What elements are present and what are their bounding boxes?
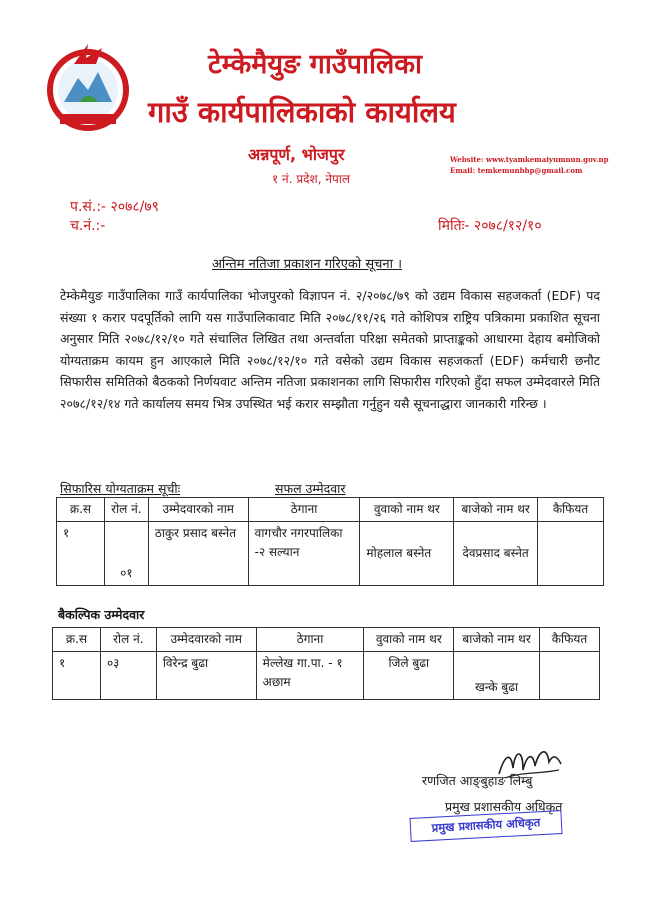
letter-date: मितिः- २०७८/१२/१० — [438, 218, 542, 234]
province-line: १ नं. प्रदेश, नेपाल — [272, 172, 351, 186]
header-cell: वुवाको नाम थर — [364, 628, 454, 652]
table-row — [57, 522, 604, 586]
header-cell: उम्मेदवारको नाम — [148, 498, 248, 522]
table-header-row — [53, 628, 600, 652]
header-cell: ठेगाना — [248, 498, 360, 522]
table-cell: वागचौर नगरपालिका -२ सल्यान — [248, 522, 360, 586]
table-header-row — [57, 498, 604, 522]
signatory-post: प्रमुख प्रशासकीय अधिकृत — [445, 799, 563, 814]
table-cell — [540, 652, 600, 700]
header-cell: उम्मेदवारको नाम — [156, 628, 256, 652]
table-cell: ०१ — [104, 522, 148, 586]
contact-block — [450, 154, 609, 176]
table-cell: १ — [53, 652, 101, 700]
table-cell: खन्के बुढा — [454, 652, 540, 700]
alternate-candidate-label: बैकल्पिक उम्मेदवार — [58, 607, 145, 622]
header-cell: रोल नं. — [100, 628, 156, 652]
recommendation-list-label: सिफारिस योग्यताक्रम सूचीः — [60, 481, 181, 496]
dispatch-number: च.नं.:- — [70, 218, 106, 234]
office-name: गाउँ कार्यपालिकाको कार्यालय — [148, 95, 456, 129]
header-cell: क्र.स — [57, 498, 105, 522]
successful-candidate-table — [56, 497, 604, 586]
header-cell: बाजेको नाम थर — [454, 628, 540, 652]
alternate-candidate-table — [52, 627, 600, 700]
header-cell: ठेगाना — [256, 628, 364, 652]
header-cell: कैफियत — [540, 628, 600, 652]
header-cell: क्र.स — [53, 628, 101, 652]
header-cell: कैफियत — [538, 498, 604, 522]
table-cell: विरेन्द्र बुढा — [156, 652, 256, 700]
header-cell: रोल नं. — [104, 498, 148, 522]
office-location: अन्नपूर्ण, भोजपुर — [248, 145, 345, 164]
header-cell: वुवाको नाम थर — [360, 498, 454, 522]
header-cell: बाजेको नाम थर — [454, 498, 538, 522]
table-cell — [538, 522, 604, 586]
nepal-emblem-icon — [40, 40, 136, 136]
table-cell: ०३ — [100, 652, 156, 700]
municipality-name: टेम्केमैयुङ गाउँपालिका — [208, 49, 423, 80]
signatory-name: रणजित आङ्बुहाङ लिम्बु — [422, 773, 533, 788]
reference-number: प.सं.:- २०७८/७९ — [70, 199, 159, 215]
email-text: Email: temkemunbhp@gmail.com — [450, 166, 583, 175]
notice-body: टेम्केमैयुङ गाउँपालिका गाउँ कार्यपालिका भोजपुरको विज्ञापन नं. २/२०७८/७९ को उद्यम विकास सहजकर्ता (EDF) पद संख्या १ करार पदपूर्तिको लागि यस गाउँपालिकावाट मिति २०७८/११/२६ गते कोशिपत्र राष्ट्रिय पत्रिकामा प्रकाशित सूचना अनुसार मिति २०७८/१२/१० गते संचालित लिखित तथा अन्तर्वाता परिक्षा समेतको प्राप्ताङ्कको आधारमा देहाय बमोजिको योग्यताक्रम कायम हुन आएकाले मिति २०७८/१२/१० गते वसेको उद्यम विकास सहजकर्ता (EDF) कर्मचारी छनौट सिफारीस समितिको बैठकको निर्णयवाट अन्तिम नतिजा प्रकाशनका लागि सिफारीस गरिएको हुँदा सफल उम्मेदवारले मिति २०७८/१२/१४ गते कार्यालय समय भित्र उपस्थित भई करार सम्झौता गर्नुहुन यसै सूचनाद्धारा जानकारी गरिन्छ । — [60, 288, 600, 411]
table-cell: १ — [57, 522, 105, 586]
table-cell: देवप्रसाद बस्नेत — [454, 522, 538, 586]
website-text: Website: www.tyamkemaiyumnun.gov.np — [450, 155, 609, 164]
official-stamp: प्रमुख प्रशासकीय अधिकृत — [409, 810, 562, 842]
notice-title: अन्तिम नतिजा प्रकाशन गरिएको सूचना । — [212, 257, 403, 272]
successful-candidate-label: सफल उम्मेदवार — [275, 481, 346, 496]
table-cell: ठाकुर प्रसाद बस्नेत — [148, 522, 248, 586]
table-row — [53, 652, 600, 700]
table-cell: जिले बुढा — [364, 652, 454, 700]
table-cell: मेल्लेख गा.पा. - १ अछाम — [256, 652, 364, 700]
table-cell: मोहलाल बस्नेत — [360, 522, 454, 586]
